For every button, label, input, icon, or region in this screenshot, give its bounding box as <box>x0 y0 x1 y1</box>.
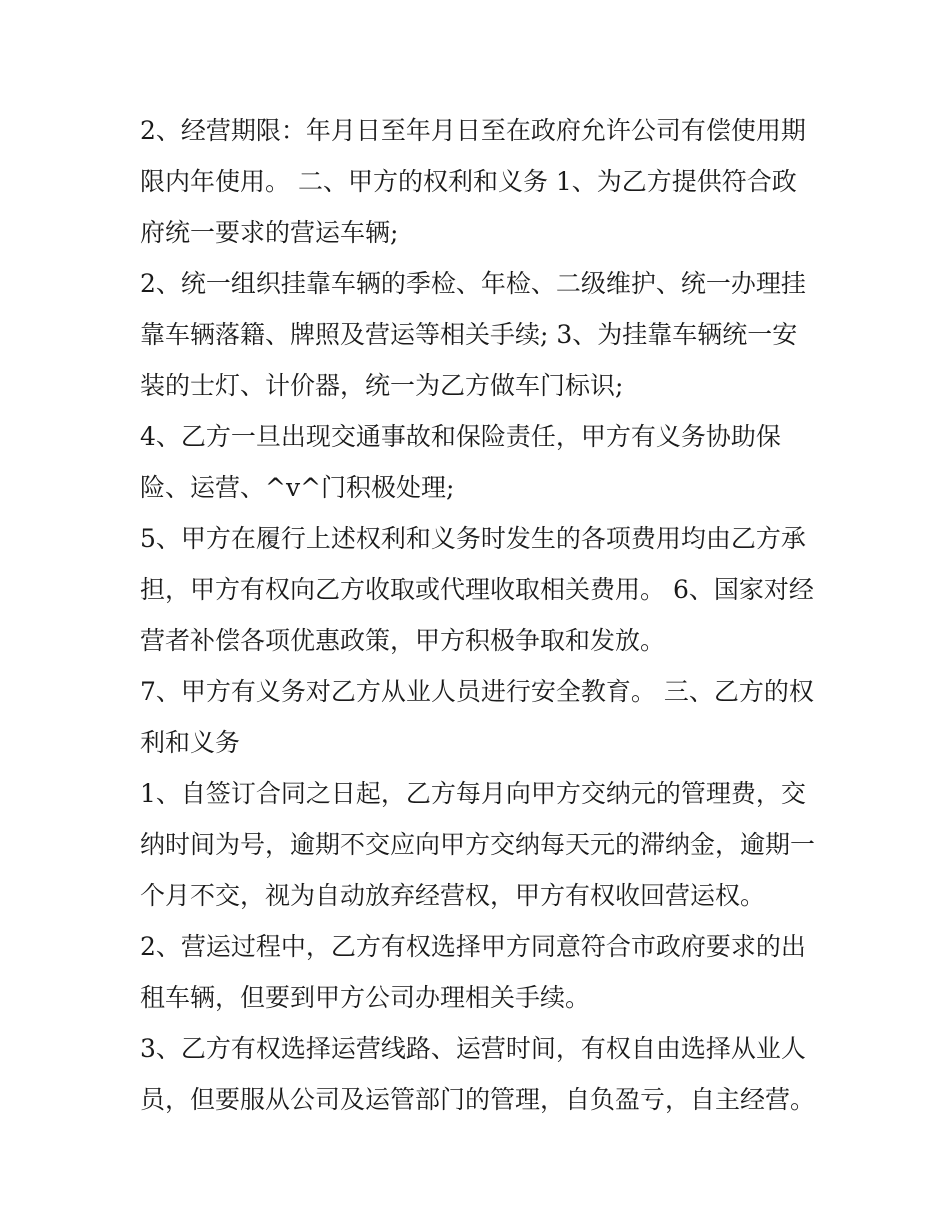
paragraph-party-a-duty-4: 4、乙方一旦出现交通事故和保险责任，甲方有义务协助保险、运营、^v^门积极处理; <box>140 422 781 502</box>
paragraph-party-a-duty-2: 2、统一组织挂靠车辆的季检、年检、二级维护、统一办理挂靠车辆落籍、牌照及营运等相关手续; 3、为挂靠车辆统一安装的士灯、计价器，统一为乙方做车门标识; <box>140 269 806 400</box>
paragraph-party-b-duty-2: 2、营运过程中，乙方有权选择甲方同意符合市政府要求的出租车辆，但要到甲方公司办理相关手续。 <box>140 932 806 1012</box>
paragraph-party-b-duty-1: 1、自签订合同之日起，乙方每月向甲方交纳元的管理费，交纳时间为号，逾期不交应向甲方交纳每天元的滞纳金，逾期一个月不交，视为自动放弃经营权，甲方有权收回营运权。 <box>140 779 816 910</box>
paragraph-term: 2、经营期限：年月日至年月日至在政府允许公司有偿使用期限内年使用。 二、甲方的权利和义务 1、为乙方提供符合政府统一要求的营运车辆; <box>140 116 806 247</box>
paragraph-party-a-duty-7: 7、甲方有义务对乙方从业人员进行安全教育。 三、乙方的权利和义务 <box>140 677 814 757</box>
contract-text <box>140 105 820 1125</box>
paragraph-party-a-duty-5: 5、甲方在履行上述权利和义务时发生的各项费用均由乙方承担，甲方有权向乙方收取或代理收取相关费用。 6、国家对经营者补偿各项优惠政策，甲方积极争取和发放。 <box>140 524 814 655</box>
paragraph-party-b-duty-3: 3、乙方有权选择运营线路、运营时间，有权自由选择从业人员，但要服从公司及运管部门的管理，自负盈亏，自主经营。 <box>140 1034 816 1114</box>
